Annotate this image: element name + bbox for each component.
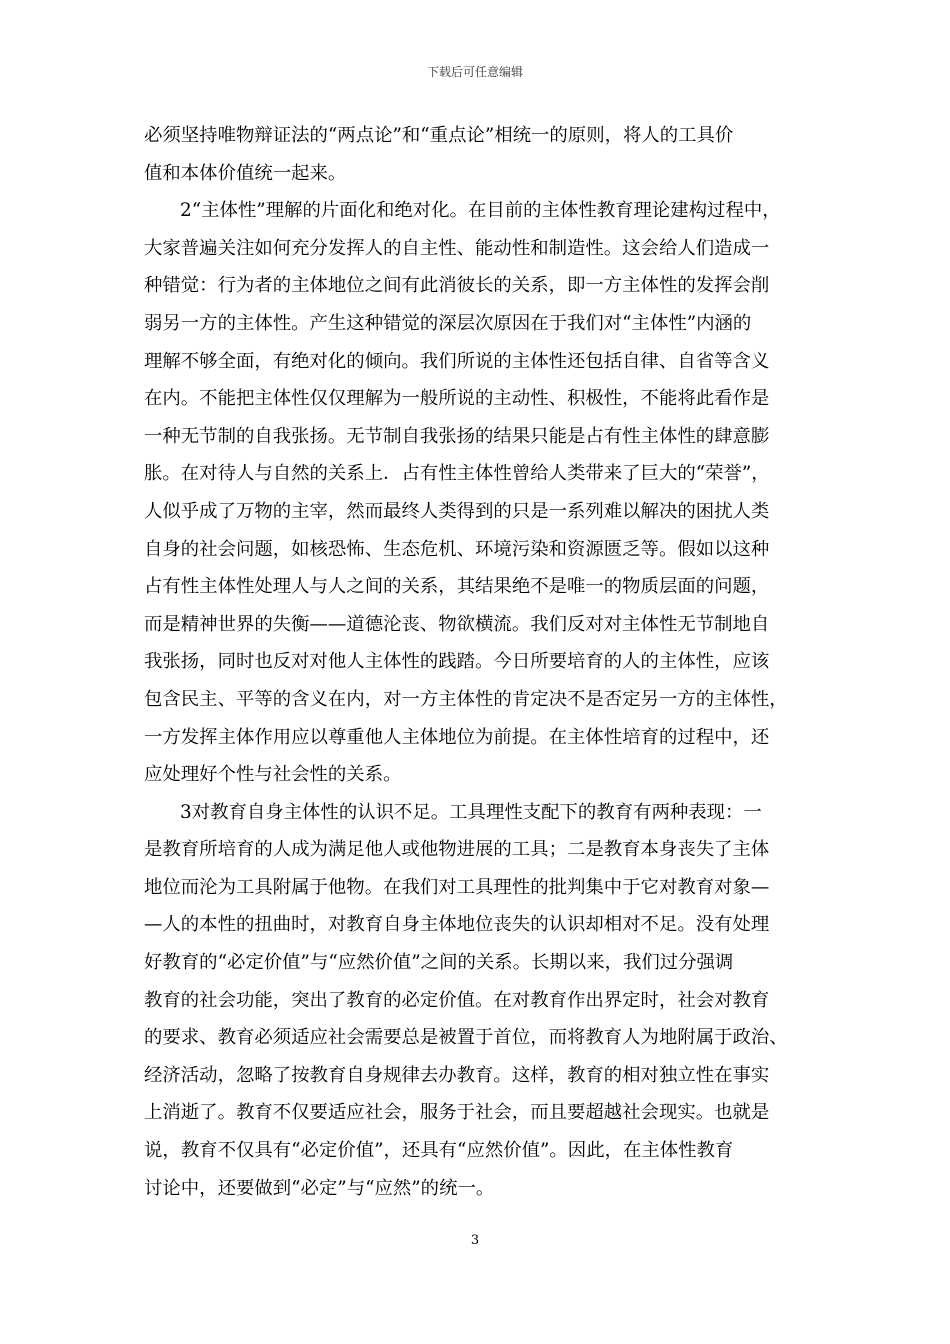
paragraph-line: 占有性主体性处理人与人之间的关系，其结果绝不是唯一的物质层面的问题， [144, 576, 770, 598]
paragraph-line: 说，教育不仅具有“必定价值”，还具有“应然价值”。因此，在主体性教育 [144, 1140, 734, 1162]
paragraph-3 [144, 794, 807, 1208]
paragraph-line: 应处理好个性与社会性的关系。 [144, 764, 402, 786]
paragraph-1 [144, 117, 807, 192]
paragraph-line: 一种无节制的自我张扬。无节制自我张扬的结果只能是占有性主体性的肆意膨 [144, 425, 770, 447]
paragraph-line: 经济活动，忽略了按教育自身规律去办教育。这样，教育的相对独立性在事实 [144, 1064, 770, 1086]
paragraph-line: 地位而沦为工具附属于他物。在我们对工具理性的批判集中于它对教育对象— [144, 876, 770, 898]
paragraph-line: 包含民主、平等的含义在内，对一方主体性的肯定决不是否定另一方的主体性， [144, 688, 788, 710]
paragraph-line: 弱另一方的主体性。产生这种错觉的深层次原因在于我们对“主体性”内涵的 [144, 312, 752, 334]
paragraph-line: 2“主体性”理解的片面化和绝对化。在目前的主体性教育理论建构过程中， [180, 200, 781, 222]
paragraph-line: 大家普遍关注如何充分发挥人的自主性、能动性和制造性。这会给人们造成一 [144, 237, 770, 259]
paragraph-line: 胀。在对待人与自然的关系上．占有性主体性曾给人类带来了巨大的“荣誉”， [144, 463, 770, 485]
paragraph-line: 3对教育自身主体性的认识不足。工具理性支配下的教育有两种表现：一 [180, 801, 762, 823]
paragraph-line: 而是精神世界的失衡——道德沦丧、物欲横流。我们反对对主体性无节制地自 [144, 613, 770, 635]
paragraph-line: 教育的社会功能，突出了教育的必定价值。在对教育作出界定时，社会对教育 [144, 989, 770, 1011]
paragraph-line: 一方发挥主体作用应以尊重他人主体地位为前提。在主体性培育的过程中，还 [144, 726, 770, 748]
paragraph-2 [144, 192, 807, 794]
page-number: 3 [470, 1233, 480, 1248]
body-text [144, 117, 807, 1207]
paragraph-line: —人的本性的扭曲时，对教育自身主体地位丧失的认识却相对不足。没有处理 [144, 914, 770, 936]
paragraph-line: 讨论中，还要做到“必定”与“应然”的统一。 [144, 1177, 495, 1199]
paragraph-line: 是教育所培育的人成为满足他人或他物进展的工具；二是教育本身丧失了主体 [144, 839, 770, 861]
paragraph-line: 种错觉：行为者的主体地位之间有此消彼长的关系，即一方主体性的发挥会削 [144, 275, 770, 297]
paragraph-line: 的要求、教育必须适应社会需要总是被置于首位，而将教育人为地附属于政治、 [144, 1027, 788, 1049]
page-header: 下载后可任意编辑 [426, 65, 523, 79]
paragraph-line: 人似乎成了万物的主宰，然而最终人类得到的只是一系列难以解决的困扰人类 [144, 500, 770, 522]
paragraph-line: 必须坚持唯物辩证法的“两点论”和“重点论”相统一的原则，将人的工具价 [144, 125, 734, 146]
paragraph-line: 理解不够全面，有绝对化的倾向。我们所说的主体性还包括自律、自省等含义 [144, 350, 770, 372]
paragraph-line: 在内。不能把主体性仅仅理解为一般所说的主动性、积极性，不能将此看作是 [144, 388, 770, 410]
paragraph-line: 我张扬，同时也反对对他人主体性的践踏。今日所要培育的人的主体性，应该 [144, 651, 770, 673]
paragraph-line: 好教育的“必定价值”与“应然价值”之间的关系。长期以来，我们过分强调 [144, 952, 734, 974]
paragraph-line: 自身的社会问题，如核恐怖、生态危机、环境污染和资源匮乏等。假如以这种 [144, 538, 770, 560]
paragraph-line: 上消逝了。教育不仅要适应社会，服务于社会，而且要超越社会现实。也就是 [144, 1102, 770, 1124]
paragraph-line: 值和本体价值统一起来。 [144, 162, 347, 184]
